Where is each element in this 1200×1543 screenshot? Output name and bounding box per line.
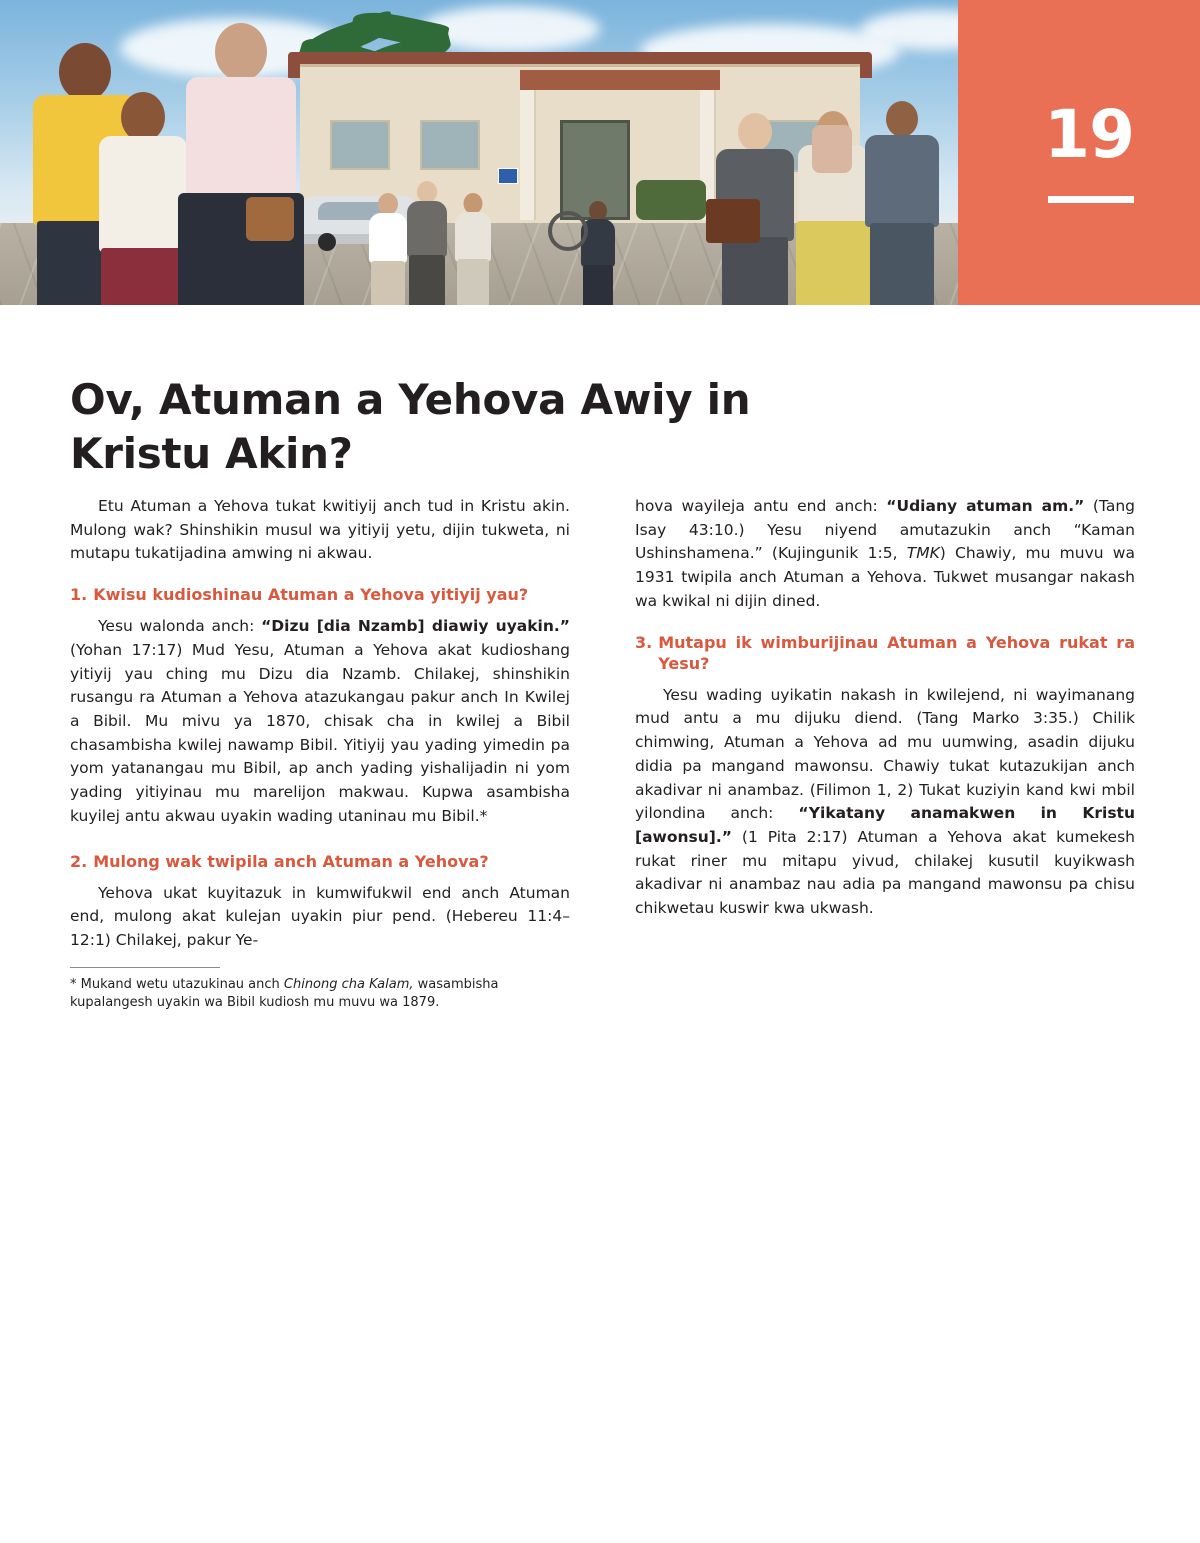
column-left [70, 495, 570, 1013]
section-heading-text: Mutapu ik wimburijinau Atuman a Yehova rukat ra Yesu? [658, 632, 1135, 673]
person-foreground [176, 5, 306, 305]
person-midground [578, 201, 618, 305]
article-body [70, 495, 1135, 1013]
window [330, 120, 390, 170]
section-heading-2 [70, 851, 570, 872]
page-number-rule [1048, 196, 1134, 203]
section-heading-text: Kwisu kudioshinau Atuman a Yehova yitiyij yau? [93, 585, 529, 605]
handbag [246, 197, 294, 241]
section-heading-text: Mulong wak twipila anch Atuman a Yehova? [93, 851, 489, 871]
child [812, 125, 852, 173]
kingdom-hall-sign [498, 168, 518, 184]
section-paragraph-3: Yesu wading uyikatin nakash in kwilejend, ni wayimanang mud antu a mu dijuku diend. (Tang Marko 3:35.) Chilik chimwing, Atuman a Yehova ad mu uumwing, asadin dijuku didia pa mangand mawonsu. Chawiy tukat kutazukijan anch akadivar ni anambaz. (Filimon 1, 2) Tukat kuziyin kand kwi mbil yilondina anch: “Yikatany anamakwen in Kristu [awonsu].” (1 Pita 2:17) Atuman a Yehova akat kumekesh rukat riner mu mitapu yivud, chilakej kusutil kuyikwash akadivar ni anambaz nau adia pa mangand mawonsu pa chisu chikwetau kuswir kwa ukwash. [635, 685, 1136, 918]
section-paragraph-2-part1: Yehova ukat kuyitazuk in kumwifukwil end anch Atuman end, mulong akat kulejan uyakin piur pend. (Hebereu 11:4–12:1) Chilakej, pakur Ye- [70, 883, 570, 950]
wheelchair [548, 211, 588, 251]
person-midground [452, 193, 494, 305]
section-number: 3. [635, 632, 653, 652]
window [420, 120, 480, 170]
section-number: 1. [70, 585, 88, 605]
car-wheel [318, 233, 336, 251]
footnote-divider [70, 967, 220, 968]
page-number-block [958, 0, 1200, 305]
hedge [636, 180, 706, 220]
section-heading-1 [70, 584, 570, 605]
person-midground [404, 181, 450, 305]
header-photo [0, 0, 958, 305]
porch-column [520, 90, 536, 220]
page-header [0, 0, 1200, 305]
porch-roof [520, 70, 720, 90]
page-number: 19 [1044, 96, 1134, 173]
section-paragraph-2-part2: hova wayileja antu end anch: “Udiany atuman am.” (Tang Isay 43:10.) Yesu niyend amutazukin anch “Kaman Ushinshamena.” (Kujingunik 1:5, TMK) Chawiy, mu muvu wa 1931 twipila anch Atuman a Yehova. Tukwet musangar nakash wa kwikal ni dijin dined. [635, 497, 1135, 610]
intro-paragraph: Etu Atuman a Yehova tukat kwitiyij anch tud in Kristu akin. Mulong wak? Shinshikin musul wa yitiyij yetu, dijin tukweta, ni mutapu tukatijadina amwing ni akwau. [70, 497, 570, 563]
section-heading-3 [635, 632, 1135, 674]
section-paragraph-1: Yesu walonda anch: “Dizu [dia Nzamb] diawiy uyakin.” (Yohan 17:17) Mud Yesu, Atuman a Yehova akat kudioshang yitiyij yau ching mu Dizu dia Nzamb. Chilakej, shinshikin rusangu ra Atuman a Yehova atazukangau pakur anch In Kwilej a Bibil. Mu mivu ya 1870, chisak cha in kwilej a Bibil chasambisha kwilej nawamp Bibil. Yitiyij yau yading yimedin pa yom yatanangau mu Bibil, ap anch yading yishalijadin ni yom yading yitiyinau mu marelijon makwau. Kupwa asambisha kuyilej antu akwau uyakin wading utaninau mu Bibil.* [70, 617, 570, 825]
column-right [635, 495, 1135, 935]
person-right-group [862, 99, 942, 305]
footnote: * Mukand wetu utazukinau anch Chinong cha Kalam, wasambisha kupalangesh uyakin wa Bibil kudiosh mu muvu wa 1879. [70, 976, 499, 1011]
section-number: 2. [70, 851, 88, 871]
article-title: Ov, Atuman a Yehova Awiy in Kristu Akin? [70, 375, 751, 478]
briefcase [706, 199, 760, 243]
